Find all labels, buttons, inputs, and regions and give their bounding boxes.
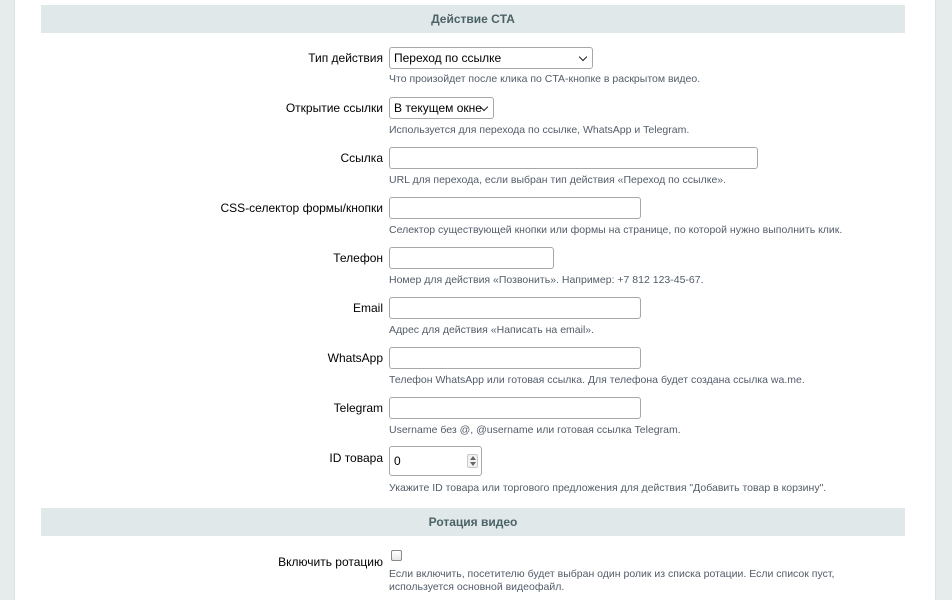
section-header-cta: Действие CTA [41, 5, 905, 33]
phone-hint: Номер для действия «Позвонить». Например: +7 812 123-45-67. [389, 274, 704, 286]
rotation-hint-line1: Если включить, посетителю будет выбран один ролик из списка ротации. Если список пуст, [389, 568, 835, 580]
telegram-input[interactable] [389, 397, 641, 419]
css-selector-hint: Селектор существующей кнопки или формы на странице, по которой нужно выполнить клик. [389, 224, 843, 236]
action-type-select[interactable] [389, 47, 593, 69]
product-id-value: 0 [394, 454, 401, 468]
product-id-hint: Укажите ID товара или торгового предложения для действия "Добавить товар в корзину". [389, 482, 827, 494]
link-hint: URL для перехода, если выбран тип действия «Переход по ссылке». [389, 174, 727, 186]
phone-label: Телефон [333, 251, 383, 265]
action-type-hint: Что произойдет после клика по CTA-кнопке в раскрытом видео. [389, 73, 701, 85]
rotation-hint-line2: используется основной видеофайл. [389, 581, 565, 593]
link-input[interactable] [389, 147, 758, 169]
product-id-input[interactable] [389, 446, 482, 476]
action-type-label: Тип действия [308, 51, 383, 65]
link-open-label: Открытие ссылки [285, 101, 383, 115]
link-open-selected-value: В текущем окне [394, 101, 482, 115]
spinner-up-icon[interactable] [470, 456, 476, 460]
phone-input[interactable] [389, 247, 554, 269]
link-open-hint: Используется для перехода по ссылке, WhatsApp и Telegram. [389, 124, 690, 136]
rotation-enable-checkbox[interactable] [391, 550, 402, 561]
spinner-arrows-icon[interactable] [467, 454, 478, 468]
css-selector-input[interactable] [389, 197, 641, 219]
section-header-rotation: Ротация видео [41, 508, 905, 536]
telegram-hint: Username без @, @username или готовая ссылка Telegram. [389, 424, 681, 436]
email-label: Email [352, 301, 383, 315]
settings-form [15, 0, 935, 600]
action-type-selected-value: Переход по ссылке [394, 51, 502, 65]
telegram-label: Telegram [333, 401, 383, 415]
link-label: Ссылка [340, 151, 383, 165]
spinner-down-icon[interactable] [470, 462, 476, 466]
css-selector-label: CSS-селектор формы/кнопки [220, 201, 383, 215]
link-open-select[interactable] [389, 97, 494, 119]
whatsapp-hint: Телефон WhatsApp или готовая ссылка. Для телефона будет создана ссылка wa.me. [389, 374, 805, 386]
email-input[interactable] [389, 297, 641, 319]
whatsapp-label: WhatsApp [327, 351, 383, 365]
rotation-enable-label: Включить ротацию [278, 555, 383, 569]
chevron-down-icon [579, 53, 587, 61]
email-hint: Адрес для действия «Написать на email». [389, 324, 595, 336]
product-id-label: ID товара [329, 451, 383, 465]
whatsapp-input[interactable] [389, 347, 641, 369]
